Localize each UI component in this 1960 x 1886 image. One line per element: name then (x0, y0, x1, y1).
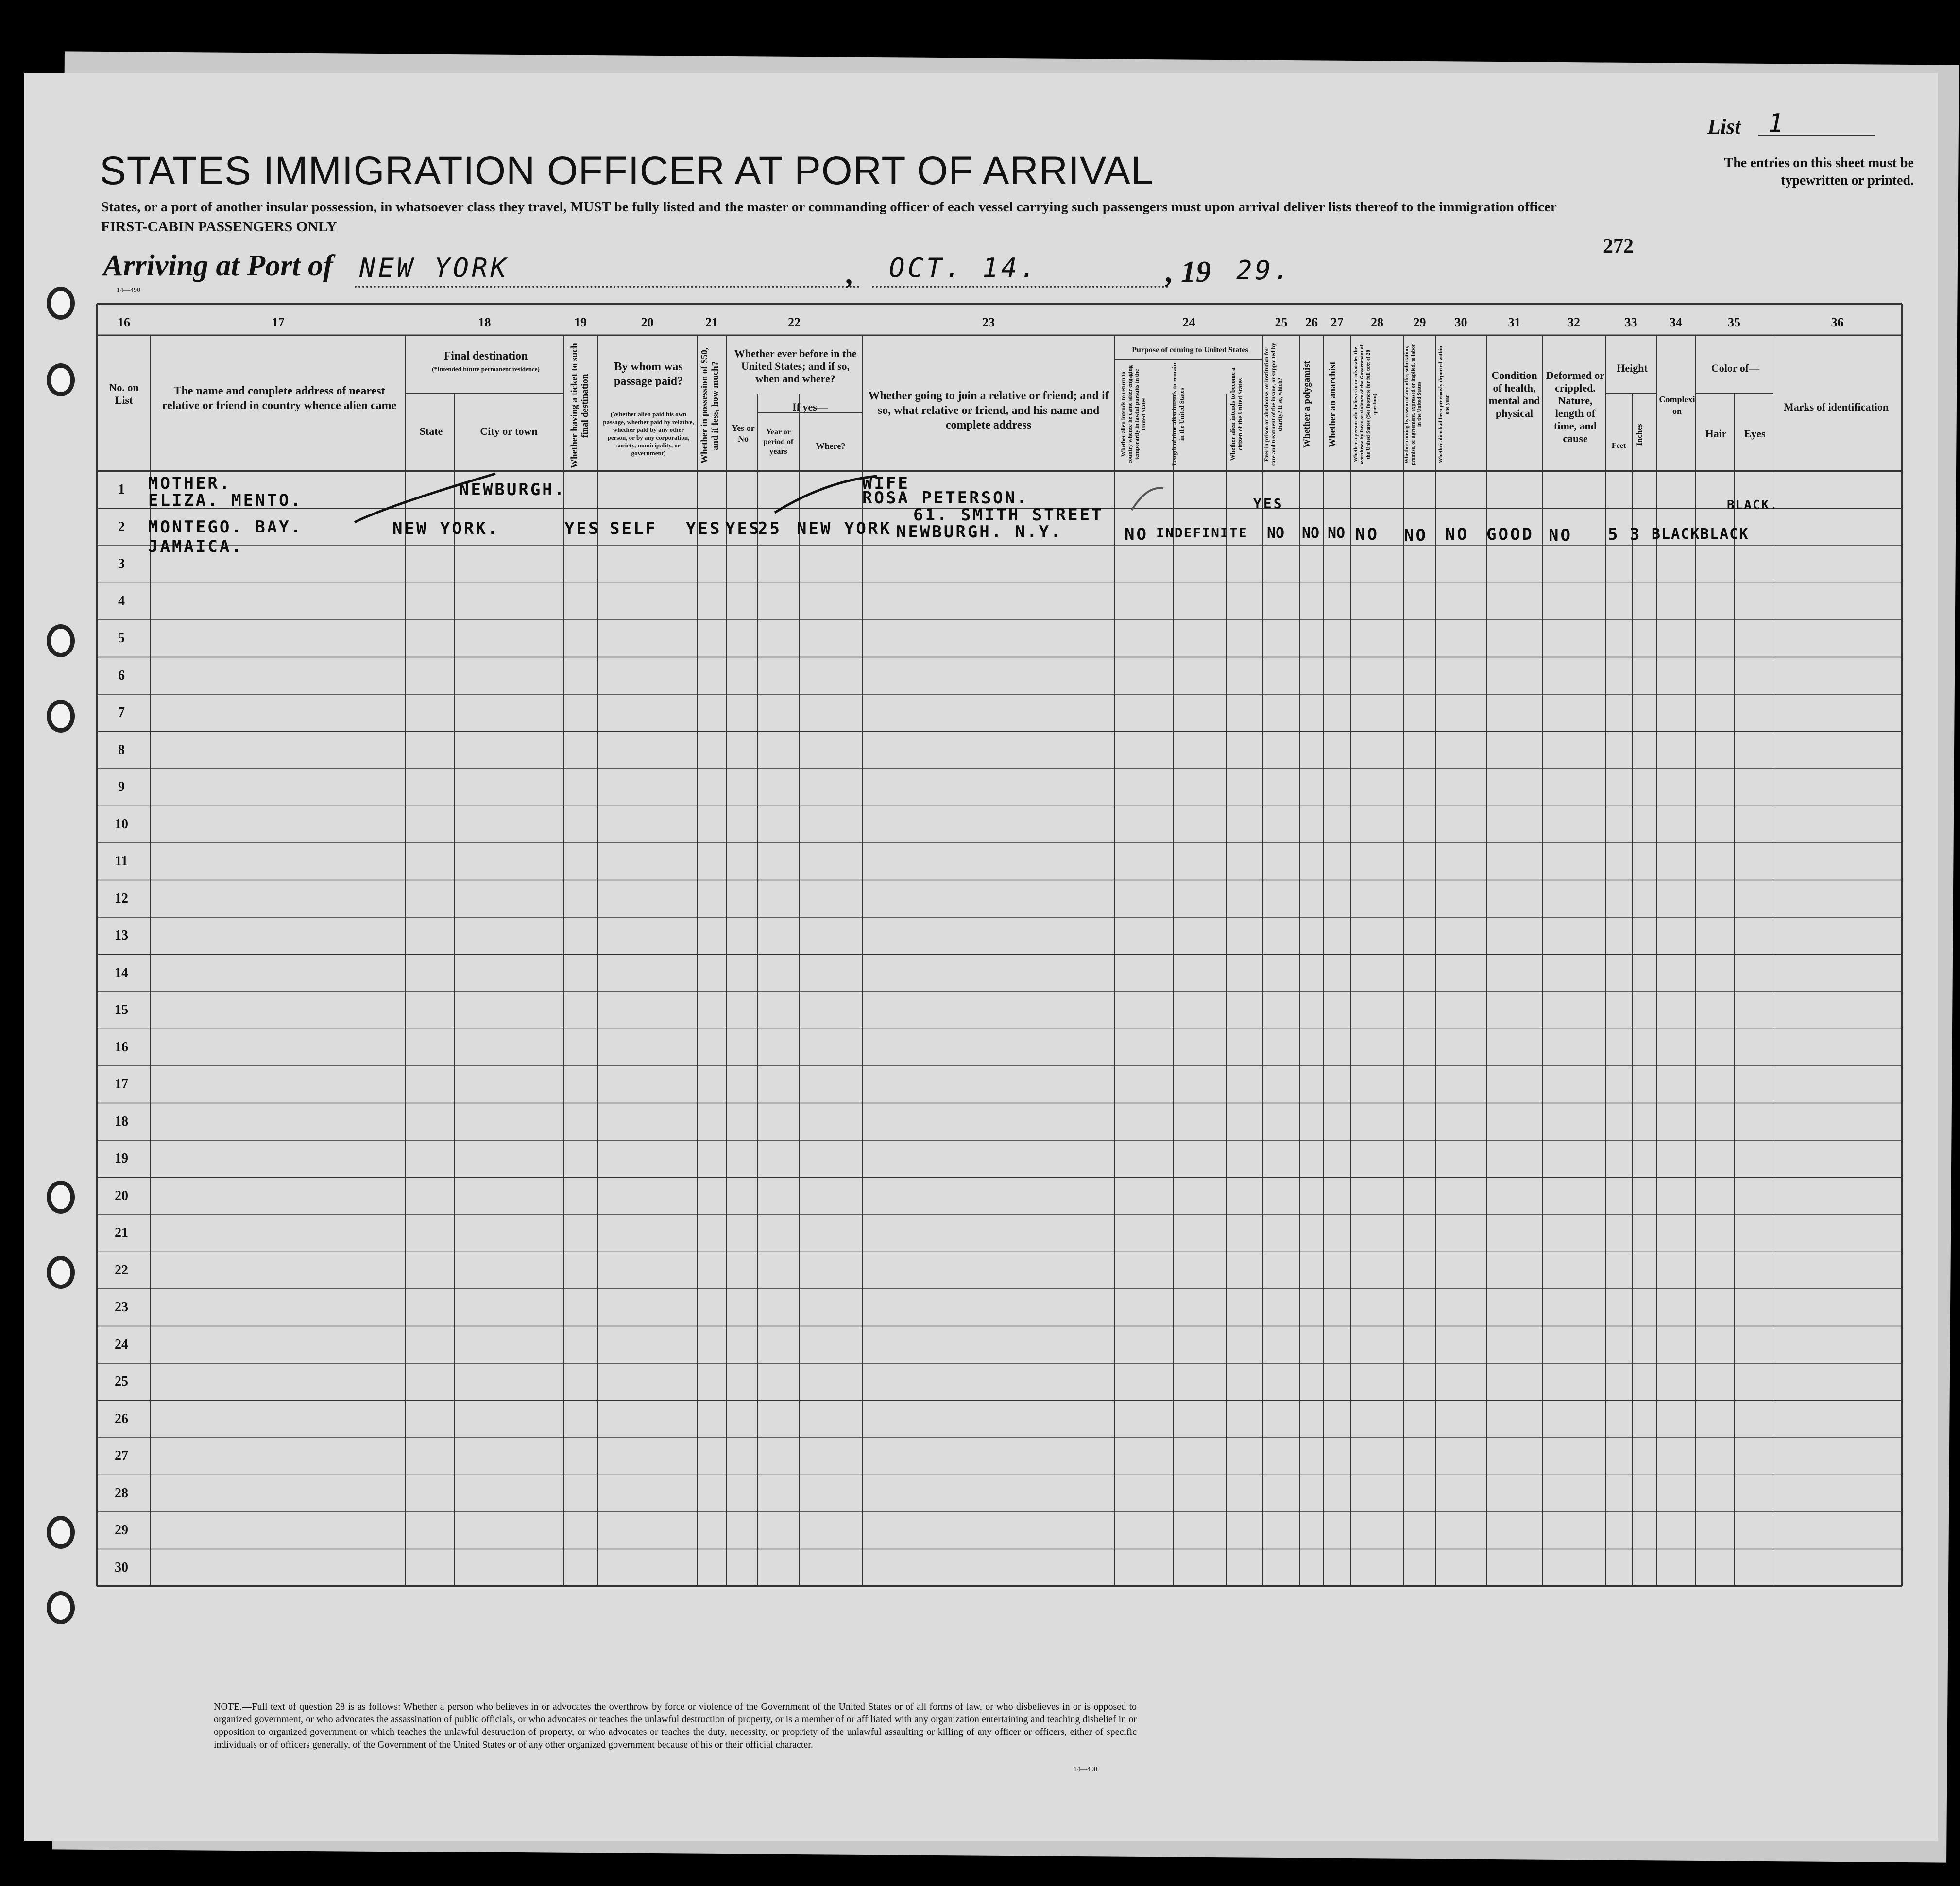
column-number-33: 33 (1624, 315, 1637, 329)
row-number-2: 2 (118, 519, 125, 534)
row-number-9: 9 (118, 779, 125, 794)
entry-relative-name: ELIZA. MENTO. (148, 491, 303, 510)
row-number-4: 4 (118, 593, 125, 609)
column-number-25: 25 (1275, 315, 1288, 329)
binding-hole (47, 1181, 75, 1214)
row-number-12: 12 (115, 891, 128, 906)
header-final-destination: Final destination (443, 350, 528, 362)
header-intends-citizen: Whether alien intends to become a citizen of the United States (1229, 367, 1244, 461)
column-number-36: 36 (1831, 315, 1844, 329)
header-prison: Ever in prison or almshouse, or institution for care and treatment of the insane, or supported by charity? If so, which? (1263, 343, 1283, 466)
class-line: FIRST-CABIN PASSENGERS ONLY (101, 219, 337, 235)
row-number-14: 14 (115, 965, 128, 980)
entries-note: The entries on this sheet must be typewritten or printed. (1724, 155, 1914, 188)
entry-before-in-us: YES (725, 519, 761, 538)
entry-hair: BLACK (1700, 526, 1749, 543)
column-number-31: 31 (1508, 315, 1521, 329)
row-number-10: 10 (115, 816, 128, 832)
header-passage-paid: By whom was passage paid? (614, 360, 683, 388)
header-final-destination-sub: (*Intended future permanent residence) (432, 365, 540, 373)
header-complexion: Complexion (1659, 394, 1695, 416)
sheet-number: 272 (1603, 235, 1634, 257)
column-number-17: 17 (272, 315, 285, 329)
entry-deported: NO (1445, 525, 1469, 544)
column-number-21: 21 (705, 315, 718, 329)
row-number-7: 7 (118, 705, 125, 720)
row-number-17: 17 (115, 1077, 128, 1092)
column-number-19: 19 (574, 315, 587, 329)
header-where: Where? (816, 441, 846, 451)
row-number-23: 23 (115, 1300, 128, 1315)
column-number-20: 20 (641, 315, 654, 329)
column-number-30: 30 (1454, 315, 1467, 329)
row-number-30: 30 (115, 1560, 128, 1575)
entry-polygamist: NO (1302, 525, 1320, 542)
entry-relative-city: MONTEGO. BAY. (148, 517, 303, 537)
binding-hole (47, 1516, 75, 1549)
header-color-of: Color of— (1711, 362, 1760, 374)
row-number-11: 11 (115, 854, 128, 869)
arriving-label: Arriving at Port of (103, 249, 333, 282)
list-label: List (1707, 115, 1741, 138)
entry-dest-state: NEW YORK. (392, 519, 500, 538)
entry-join-street: 61. SMITH STREET (913, 505, 1104, 525)
row-number-19: 19 (115, 1151, 128, 1166)
row-number-15: 15 (115, 1002, 128, 1017)
check-mark-3 (1132, 488, 1163, 510)
column-number-34: 34 (1670, 315, 1682, 329)
header-city-town: City or town (480, 425, 538, 437)
column-number-35: 35 (1728, 315, 1740, 329)
row-number-22: 22 (115, 1262, 128, 1278)
row-number-13: 13 (115, 928, 128, 943)
entry-relative-country: JAMAICA. (148, 537, 243, 556)
header-if-yes: If yes— (792, 401, 828, 413)
row-number-29: 29 (115, 1523, 128, 1538)
entry-passage-paid: SELF (610, 519, 657, 538)
entry-prison: NO (1267, 525, 1285, 542)
binding-hole (47, 287, 75, 320)
binding-hole (47, 624, 75, 657)
entry-inches: 3 (1630, 525, 1642, 544)
column-number-32: 32 (1568, 315, 1580, 329)
header-intends-return: Whether alien intends to return to country whence he came after engaging temporarily in lawful pursuits in the United States (1120, 365, 1147, 463)
header-ticket: Whether having a ticket to such final destination (569, 343, 590, 468)
row-number-1: 1 (118, 482, 125, 497)
column-number-26: 26 (1305, 315, 1318, 329)
check-mark-1 (355, 474, 495, 522)
footnote-code: 14—490 (1074, 1766, 1097, 1773)
column-number-18: 18 (478, 315, 491, 329)
header-fifty-dollars: Whether in possession of $50, and if less, how much? (699, 347, 720, 464)
binding-hole (47, 700, 75, 733)
column-number-28: 28 (1371, 315, 1383, 329)
entry-overthrow: NO (1355, 525, 1379, 544)
header-length-of-time: Length of time alien intends to remain in the United States (1171, 362, 1185, 466)
header-deformed: Deformed or crippled. Nature, length of time, and cause (1546, 369, 1605, 445)
entry-years: 25 (758, 519, 782, 538)
binding-hole (47, 1591, 75, 1624)
entry-has-fifty: YES (686, 519, 722, 538)
row-number-3: 3 (118, 556, 125, 571)
row-number-16: 16 (115, 1039, 128, 1055)
row-number-20: 20 (115, 1188, 128, 1203)
header-deported: Whether alien had been previously deported within one year (1438, 346, 1450, 463)
header-anarchist: Whether an anarchist (1328, 361, 1338, 447)
instruction-text: States, or a port of another insular possession, in whatsoever class they travel, MUST be fully listed and the master or commanding officer of each vessel carrying such passengers must upon arrival deliver lists thereof to the immigration officer (101, 199, 1557, 215)
list-number: 1 (1768, 109, 1787, 138)
entry-citizen: YES (1253, 496, 1284, 512)
date-value: OCT. 14. (889, 253, 1039, 283)
entry-join-city: NEWBURGH. N.Y. (896, 522, 1063, 542)
entry-complexion: BLACK (1652, 526, 1701, 543)
entry-feet: 5 (1608, 525, 1620, 544)
column-number-29: 29 (1413, 315, 1426, 329)
header-marks-identification: Marks of identification (1783, 401, 1889, 413)
header-join-relative: Whether going to join a relative or friend; and if so, what relative or friend, and his name and complete address (868, 390, 1109, 431)
entry-anarchist: NO (1328, 525, 1346, 542)
header-nearest-relative: The name and complete address of nearest relative or friend in country whence alien came (162, 385, 397, 412)
comma-1: , (845, 258, 852, 290)
header-hair: Hair (1705, 428, 1727, 440)
binding-hole (47, 363, 75, 396)
form-code: 14—490 (117, 287, 140, 294)
row-number-26: 26 (115, 1411, 128, 1426)
row-number-21: 21 (115, 1225, 128, 1240)
column-number-16: 16 (118, 315, 130, 329)
column-number-27: 27 (1330, 315, 1344, 329)
check-mark-2 (775, 476, 877, 513)
header-labor-offer: Whether coming by reason of any offer, solicitation, promise, or agreement, expressed or implied, to labor in the United States (1404, 343, 1422, 465)
header-eyes: Eyes (1744, 428, 1766, 440)
header-health: Condition of health, mental and physical (1488, 369, 1540, 419)
column-number-22: 22 (788, 315, 801, 329)
entry-dest-city: NEWBURGH. (459, 480, 566, 499)
column-number-24: 24 (1182, 315, 1195, 329)
header-feet: Feet (1611, 442, 1626, 450)
year-suffix: 29. (1236, 255, 1293, 286)
header-state: State (419, 425, 443, 437)
entry-return: NO (1125, 525, 1148, 544)
footnote: NOTE.—Full text of question 28 is as follows: Whether a person who believes in or advocates the overthrow by force or violence of the Government of the United States or of all forms of law, or who disbelieves in or is opposed to organized government, or who advocates the assassination of public officials, or who advocates or teaches the unlawful destruction of property, or is a member of or affiliated with any organization entertaining and teaching disbelief in or opposition to organized government or which teaches the unlawful destruction of property, or who advocates or teaches the duty, necessity, or propriety of the unlawful assaulting or killing of any officer or officers, either of specific individuals or of officers generally, of the Government of the United States or of any other organized government because of his or their official character. (214, 1701, 1137, 1750)
entry-where: NEW YORK (797, 519, 892, 538)
page-title: STATES IMMIGRATION OFFICER AT PORT OF ARRIVAL (100, 149, 1154, 193)
entry-eyes: BLACK. (1727, 498, 1778, 513)
entry-ticket: YES (564, 519, 600, 538)
header-overthrow: Whether a person who believes in or advocates the overthrow by force or violence of the Government of the United States (See footnote for full text of 28 question) (1353, 344, 1378, 464)
entry-join-relation: WIFE (862, 474, 910, 493)
entry-deformed: NO (1549, 526, 1572, 545)
column-number-23: 23 (982, 315, 995, 329)
entry-relation: MOTHER. (148, 474, 232, 493)
row-number-8: 8 (118, 742, 125, 757)
row-number-27: 27 (115, 1448, 128, 1463)
row-number-24: 24 (115, 1337, 128, 1352)
header-polygamist: Whether a polygamist (1302, 360, 1312, 448)
header-passage-paid-sub: (Whether alien paid his own passage, whether paid by relative, whether paid by any other person, or by any corporation, society, municipality, or government) (603, 411, 694, 457)
year-prefix: , 19 (1166, 256, 1211, 289)
header-yes-no: Yes or No (732, 423, 755, 444)
entry-labor-offer: NO (1404, 526, 1428, 545)
entry-join-name: ROSA PETERSON. (862, 488, 1029, 508)
entry-health: GOOD (1486, 525, 1534, 544)
header-inches: Inches (1636, 424, 1644, 446)
header-height: Height (1617, 362, 1648, 374)
header-before-in-us: Whether ever before in the United States; and if so, when and where? (734, 347, 857, 385)
header-purpose: Purpose of coming to United States (1132, 346, 1248, 354)
row-number-25: 25 (115, 1374, 128, 1389)
header-year-period: Year or period of years (763, 428, 794, 456)
row-number-5: 5 (118, 631, 125, 646)
header-no-on-list: No. on List (109, 381, 139, 406)
port-value: NEW YORK (359, 253, 510, 283)
row-number-28: 28 (115, 1485, 128, 1501)
entry-length: INDEFINITE (1156, 525, 1248, 541)
row-number-18: 18 (115, 1114, 128, 1129)
binding-hole (47, 1256, 75, 1289)
row-number-6: 6 (118, 668, 125, 683)
